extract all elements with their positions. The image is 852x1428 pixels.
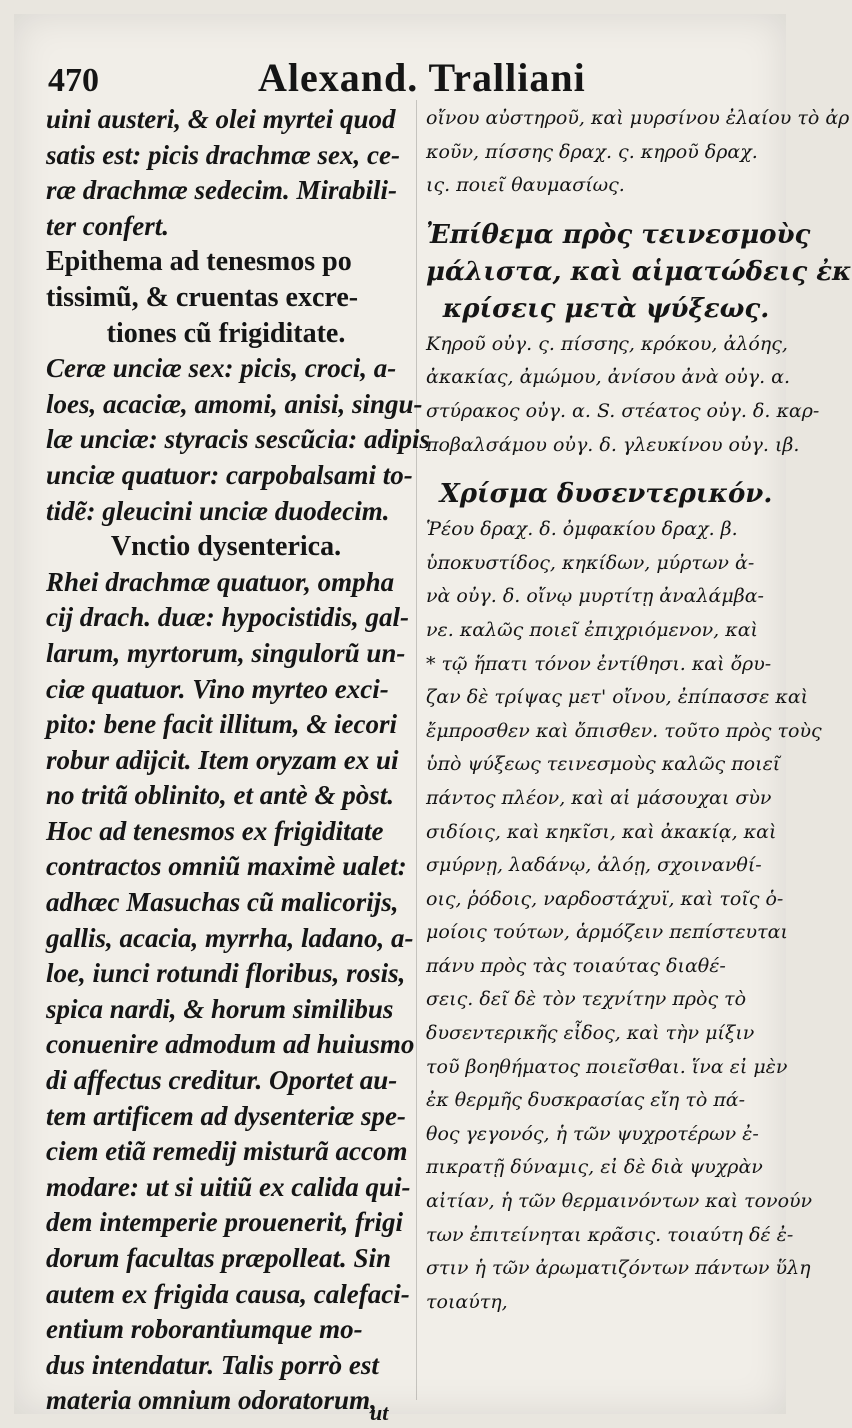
latin-column — [46, 102, 430, 1419]
greek-text-line: δυσεντερικῆς εἶδος, καὶ τὴν μίξιν — [426, 1022, 755, 1045]
greek-text-line: νε. καλῶς ποιεῖ ἐπιχριόμενον, καὶ — [426, 618, 758, 641]
greek-text-line: στιν ἡ τῶν ἀρωματιζόντων πάντων ὕλη — [426, 1257, 811, 1280]
greek-text-line: ὑποκυστίδος, κηκίδων, μύρτων ἀ- — [426, 551, 755, 574]
latin-text-line: tem artificem ad dysenteriæ spe- — [46, 1100, 406, 1131]
latin-text-line: Rhei drachmæ quatuor, ompha — [46, 566, 395, 597]
greek-text-line: Ῥέου δραχ. δ. ὀμφακίου δραχ. β. — [426, 518, 738, 541]
book-page — [14, 14, 852, 1425]
greek-text-line: των ἐπιτείνηται κρᾶσις. τοιαύτη δέ ἐ- — [426, 1223, 794, 1246]
catchword: ut — [370, 1400, 389, 1425]
latin-text-line: ciem etiã remedij misturã accom — [46, 1136, 408, 1167]
greek-text-line: αἰτίαν, ἡ τῶν θερμαινόντων καὶ τονούν — [426, 1190, 813, 1213]
latin-text-line: adhæc Masuchas cũ malicorijs, — [46, 887, 399, 918]
greek-column — [426, 102, 852, 1319]
greek-text-line: σεις. δεῖ δὲ τὸν τεχνίτην πρὸς τὸ — [426, 988, 747, 1011]
greek-text-line: κοῦν, πίσσης δραχ. ς. κηροῦ δραχ. — [426, 140, 758, 163]
latin-text-line: larum, myrtorum, singulorũ un- — [46, 637, 406, 668]
latin-text-line: Ceræ unciæ sex: picis, croci, a- — [46, 353, 397, 384]
latin-text-line: loes, acaciæ, amomi, anisi, singu- — [46, 388, 423, 419]
latin-text-line: pito: bene facit illitum, & iecori — [46, 709, 397, 740]
running-head: Alexand. Tralliani — [258, 55, 586, 100]
greek-text-line: ἀκακίας, ἀμώμου, ἀνίσου ἀνὰ οὐγ. α. — [426, 366, 791, 389]
latin-text-line: læ unciæ: styracis sescũcia: adipis — [46, 424, 430, 455]
latin-text-line: spica nardi, & horum similibus — [46, 993, 394, 1024]
latin-heading-line: tiones cũ frigiditate. — [106, 317, 346, 349]
greek-spacer — [426, 462, 786, 476]
page-number: 470 — [48, 62, 99, 99]
greek-heading-line: μάλιστα, καὶ αἱματώδεις ἐκ — [426, 256, 852, 287]
latin-text-line: ciæ quatuor. Vino myrteo exci- — [46, 673, 389, 704]
greek-text-line: ζαν δὲ τρίψας μετ' οἴνου, ἐπίπασσε καὶ — [426, 686, 809, 709]
greek-text-line: ὑπὸ ψύξεως τεινεσμοὺς καλῶς ποιεῖ — [426, 753, 781, 776]
greek-text-line: οἴνου αὐστηροῦ, καὶ μυρσίνου ἐλαίου τὸ ἀρ — [426, 107, 850, 129]
greek-text-line: οις, ῥόδοις, ναρδοστάχυϊ, καὶ τοῖς ὁ- — [426, 887, 784, 910]
latin-text-line: dorum facultas præpolleat. Sin — [46, 1243, 392, 1273]
latin-text-line: dem intemperie prouenerit, frigi — [46, 1207, 403, 1238]
latin-text-line: tidẽ: gleucini unciæ duodecim. — [46, 495, 390, 526]
greek-heading-line: κρίσεις μετὰ ψύξεως. — [442, 293, 770, 324]
greek-text-line: Κηροῦ οὐγ. ς. πίσσης, κρόκου, ἀλόης, — [426, 332, 788, 355]
latin-text-line: contractos omniũ maximè ualet: — [46, 851, 407, 882]
greek-text-line: ις. ποιεῖ θαυμασίως. — [426, 174, 625, 197]
column-divider — [416, 100, 417, 1400]
greek-text-line: πικρατῇ δύναμις, εἰ δὲ διὰ ψυχρὰν — [426, 1156, 763, 1179]
latin-heading-line: Vnctio dysenterica. — [110, 531, 342, 563]
greek-text-line: σμύρνῃ, λαδάνῳ, ἀλόῃ, σχοινανθί- — [426, 854, 762, 877]
greek-text-line: σιδίοις, καὶ κηκῖσι, καὶ ἀκακίᾳ, καὶ — [426, 820, 777, 843]
latin-heading-line: tissimũ, & cruentas excre- — [46, 281, 359, 313]
greek-text-line: νὰ οὐγ. δ. οἴνῳ μυρτίτῃ ἀναλάμβα- — [426, 585, 764, 608]
latin-text-line: materia omnium odoratorum, — [46, 1385, 377, 1416]
greek-text-line: τοιαύτη, — [426, 1290, 508, 1313]
latin-text-line: entium roborantiumque mo- — [46, 1314, 363, 1345]
greek-text-line: πάνυ πρὸς τὰς τοιαύτας διαθέ- — [426, 954, 726, 977]
latin-text-line: autem ex frigida causa, calefaci- — [46, 1278, 410, 1309]
greek-heading-line: Ἐπίθεμα πρὸς τεινεσμοὺς — [426, 219, 811, 250]
greek-spacer — [426, 203, 786, 217]
latin-text-line: satis est: picis drachmæ sex, ce- — [46, 139, 400, 170]
greek-text-line: ἐκ θερμῆς δυσκρασίας εἴη τὸ πά- — [426, 1089, 746, 1112]
latin-text-line: uini austeri, & olei myrtei quod — [46, 104, 396, 134]
latin-text-line: modare: ut si uitiũ ex calida qui- — [46, 1171, 411, 1202]
latin-text-line: Hoc ad tenesmos ex frigiditate — [46, 815, 384, 846]
latin-text-line: robur adijcit. Item oryzam ex ui — [46, 744, 399, 775]
latin-text-line: dus intendatur. Talis porrò est — [46, 1349, 379, 1380]
greek-text-line: στύρακος οὐγ. α. S. στέατος οὐγ. δ. καρ- — [426, 399, 820, 422]
latin-heading-line: Epithema ad tenesmos po — [46, 246, 352, 278]
greek-text-line: θος γεγονός, ἡ τῶν ψυχροτέρων ἐ- — [426, 1122, 759, 1145]
greek-text-line: ποβαλσάμου οὐγ. δ. γλευκίνου οὐγ. ιβ. — [426, 433, 800, 456]
latin-text-line: no tritã oblinito, et antè & pòst. — [46, 780, 395, 811]
latin-text-line: ter confert. — [46, 210, 169, 241]
greek-text-line: πάντος πλέον, καὶ αἱ μάσουχαι σὺν — [426, 786, 772, 809]
latin-text-line: cij drach. duæ: hypocistidis, gal- — [46, 602, 409, 633]
page-header — [48, 54, 768, 104]
greek-text-line: μοίοις τούτων, ἁρμόζειν πεπίστευται — [426, 921, 788, 944]
latin-text-line: gallis, acacia, myrrha, ladano, a- — [46, 922, 414, 953]
latin-text-line: di affectus creditur. Oportet au- — [46, 1065, 398, 1096]
greek-heading-line: Χρίσμα δυσεντερικόν. — [439, 479, 773, 510]
latin-text-line: unciæ quatuor: carpobalsami to- — [46, 459, 413, 490]
latin-text-line: ræ drachmæ sedecim. Mirabili- — [46, 175, 397, 206]
latin-text-line: loe, iunci rotundi floribus, rosis, — [46, 958, 406, 989]
greek-text-line: * τῷ ἥπατι τόνον ἐντίθησι. καὶ ὄρυ- — [426, 652, 772, 675]
greek-text-line: τοῦ βοηθήματος ποιεῖσθαι. ἵνα εἰ μὲν — [426, 1055, 788, 1078]
latin-text-line: conuenire admodum ad huiusmo — [46, 1029, 415, 1060]
greek-text-line: ἔμπροσθεν καὶ ὄπισθεν. τοῦτο πρὸς τοὺς — [426, 719, 822, 742]
